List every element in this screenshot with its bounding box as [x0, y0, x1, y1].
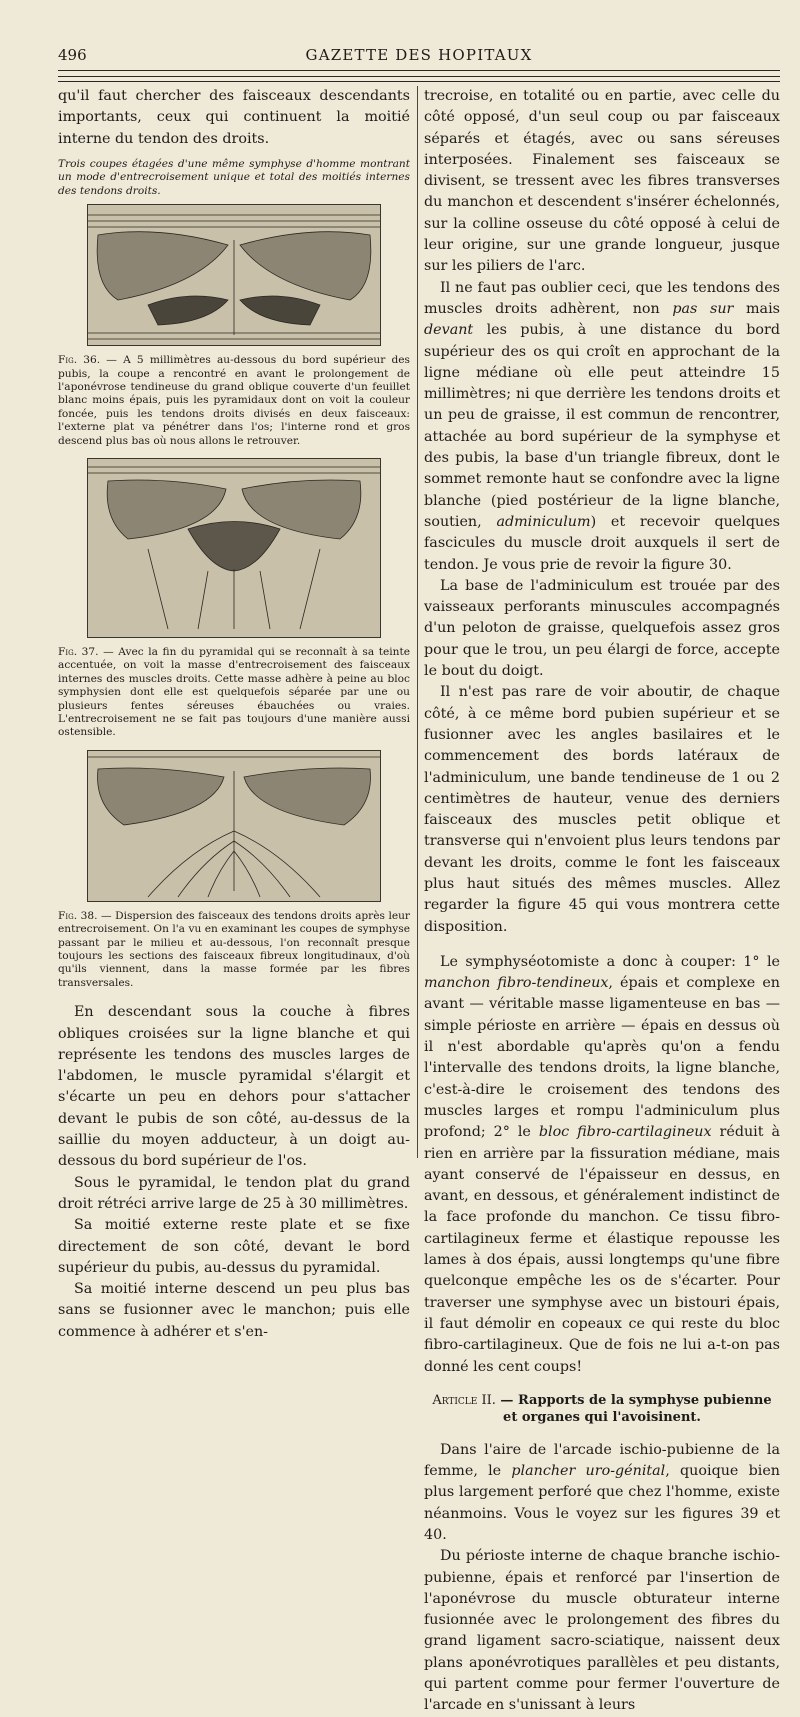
- article-heading: [424, 1392, 780, 1426]
- figures-title: Trois coupes étagées d'une même symphyse d'homme montrant un mode d'entrecroisement unique et total des moitiés internes des tendons droits.: [58, 157, 410, 197]
- page-header: [58, 44, 780, 68]
- right-column: [424, 86, 780, 1717]
- figure-37-label: Fig. 37.: [58, 645, 99, 658]
- right-paragraph-2: [424, 278, 780, 576]
- figure-36-drawing: [88, 205, 380, 345]
- header-double-rule: [58, 70, 780, 77]
- column-divider: [417, 86, 418, 1158]
- figure-37-engraving: [87, 458, 381, 638]
- right-p5-em1: manchon fibro-tendineux: [424, 975, 609, 992]
- right-p2-em1: pas sur: [672, 300, 734, 317]
- right-paragraph-5: [424, 952, 780, 1378]
- figure-37-text: — Avec la fin du pyramidal qui se reconnaît à sa teinte accentuée, on voit la masse d'entrecroisement des faisceaux internes des muscles droits. Cette masse adhère à peine au bloc symphysien dont elle est quelquefois séparée par une ou plusieurs fentes séreuses ébauchées ou vraies. L'entrecroisement ne se fait pas toujours d'une manière aussi ostensible.: [58, 645, 410, 739]
- right-paragraph-1: trecroise, en totalité ou en partie, avec celle du côté opposé, d'un seul coup ou par faisceaux séparés et étagés, avec ou sans séreuses interposées. Finalement ses faisceaux se divisent, se tressent avec les fibres transverses du manchon et descendent s'insérer échelonnés, sur la colline osseuse du côté opposé à celui de leur origine, sur une grande longueur, jusque sur les piliers de l'arc.: [424, 88, 780, 275]
- right-paragraph-3: La base de l'adminiculum est trouée par des vaisseaux perforants minuscules accompagnés d'un peloton de graisse, quelquefois assez gros pour que le trou, un peu élargi de force, accepte le bout du doigt.: [424, 577, 780, 680]
- right-p5-b: , épais et complexe en avant — véritable masse ligamenteuse en bas — simple périoste en arrière — épais en dessus où il n'est abordable qu'après qu'on a fendu l'intervalle des tendons droits, la ligne blanche, c'est-à-dire le croisement des tendons des muscles larges et rompu l'adminiculum plus profond; 2° le: [424, 975, 780, 1141]
- figure-37-drawing: [88, 459, 380, 637]
- right-p6-a: Dans l'aire de l'arcade ischio-pubienne de la femme, le: [424, 1441, 780, 1480]
- right-p5-a: Le symphyséotomiste a donc à couper: 1° le: [440, 953, 780, 970]
- figure-38-label: Fig. 38.: [58, 909, 98, 922]
- right-p6-b: , quoique bien plus largement perforé que chez l'homme, existe néanmoins. Vous le voyez sur les figures 39 et 40.: [424, 1463, 781, 1543]
- right-paragraph-7: Du périoste interne de chaque branche ischio-pubienne, épais et renforcé par l'insertion de l'aponévrose du muscle obturateur interne fusionnée avec le prolongement des fibres du grand ligament sacro-sciatique, naissent deux plans aponévrotiques parallèles et peu distants, qui partent comme pour fermer l'ouverture de l'arcade en s'unissant à leurs: [424, 1548, 780, 1714]
- right-p2-em2: devant: [424, 322, 474, 339]
- figure-37-caption: [58, 646, 410, 740]
- figure-38-text: — Dispersion des faisceaux des tendons droits après leur entrecroisement. On l'a vu en examinant les coupes de symphyse passant par le milieu et au-dessous, l'on reconnaît presque toujours les sections des faisceaux fibreux longitudinaux, d'où qu'ils viennent, dans la masse formée par les fibres transversales.: [58, 909, 410, 989]
- left-paragraph-4: Sa moitié interne descend un peu plus bas sans se fusionner avec le manchon; puis elle commence à adhérer et s'en-: [58, 1281, 410, 1340]
- right-p5-em2: bloc fibro-cartilagineux: [538, 1124, 712, 1141]
- right-p2-b: mais: [733, 300, 780, 317]
- article-title: — Rapports de la symphyse pubienne et organes qui l'avoisinent.: [495, 1392, 772, 1425]
- figure-38-engraving: [87, 750, 381, 902]
- left-paragraph-1: En descendant sous la couche à fibres obliques croisées sur la ligne blanche et qui représente les tendons des muscles larges de l'abdomen, le muscle pyramidal s'élargit et s'écarte un peu en dehors pour s'attacher devant le pubis de son côté, au-dessus de la saillie du moyen adducteur, à un doigt au-dessous du bord supérieur de l'os.: [58, 1004, 410, 1170]
- header-thin-rule: [58, 81, 780, 82]
- figure-38-caption: [58, 910, 410, 990]
- figure-36-caption: [58, 354, 410, 448]
- right-p2-d: ) et recevoir quelques fascicules du muscle droit auxquels il sert de tendon. Je vous prie de revoir la figure 30.: [424, 513, 780, 573]
- left-paragraph-2: Sous le pyramidal, le tendon plat du grand droit rétréci arrive large de 25 à 30 millimètres.: [58, 1174, 410, 1212]
- right-p2-em3: adminiculum: [496, 513, 591, 530]
- right-p2-a: Il ne faut pas oublier ceci, que les tendons des muscles droits adhèrent, non: [424, 279, 780, 317]
- figure-38-drawing: [88, 751, 380, 901]
- right-p5-c: réduit à rien en arrière par la fissuration médiane, mais ayant conservé de l'épaisseur en dessus, en avant, en dessous, et généralement indistinct de la face profonde du manchon. Ce tissu fibro-cartilagineux ferme et élastique repousse les lames à dos épais, aussi longtemps qu'une fibre quelconque empêche les os de s'écarter. Pour traverser une symphyse avec un bistouri épais, il faut démolir en copeaux ce qui reste du bloc fibro-cartilagineux. Que de fois ne lui a-t-on pas donné les cent coups!: [424, 1124, 780, 1375]
- right-paragraph-6: [424, 1440, 780, 1546]
- right-p2-c: les pubis, à une distance du bord supérieur des os qui croît en approchant de la ligne médiane où elle peut atteindre 15 millimètres; ni que derrière les tendons droits et un peu de graisse, il est commun de rencontrer, attachée au bord supérieur de la symphyse et des pubis, la base d'un triangle fibreux, dont le sommet remonte haut se confondre avec la ligne blanche (pied postérieur de la ligne blanche, soutien,: [424, 322, 780, 530]
- figure-36-text: — A 5 millimètres au-dessous du bord supérieur des pubis, la coupe a rencontré en avant le prolongement de l'aponévrose tendineuse du grand oblique couverte d'un feuillet blanc moins épais, puis les pyramidaux dont on voit la couleur foncée, puis les tendons droits divisés en deux faisceaux: l'externe plat va pénétrer dans l'os; l'interne rond et gros descend plus bas où nous allons le retrouver.: [58, 354, 410, 447]
- figure-36-engraving: [87, 204, 381, 346]
- figure-36-label: Fig. 36.: [58, 354, 101, 367]
- page-number: 496: [58, 46, 87, 64]
- article-label: Article II.: [432, 1392, 496, 1408]
- right-paragraph-4: Il n'est pas rare de voir aboutir, de chaque côté, à ce même bord pubien supérieur et se fusionner avec les angles basilaires et le commencement des bords latéraux de l'adminiculum, une bande tendineuse de 1 ou 2 centimètres de hauteur, venue des derniers faisceaux des muscles petit oblique et transverse qui n'envoient plus leurs tendons par devant les droits, comme le font les faisceaux plus haut situés des mêmes muscles. Allez regarder la figure 45 qui vous montrera cette disposition.: [424, 684, 780, 935]
- intro-paragraph: qu'il faut chercher des faisceaux descendants importants, ceux qui continuent la moitié interne du tendon des droits.: [58, 88, 410, 147]
- right-p6-em1: plancher uro-génital: [511, 1463, 666, 1480]
- left-paragraph-3: Sa moitié externe reste plate et se fixe directement de son côté, devant le bord supérieur du pubis, au-dessus du pyramidal.: [58, 1217, 410, 1276]
- left-column: [58, 86, 410, 1343]
- running-title: GAZETTE DES HOPITAUX: [305, 46, 533, 64]
